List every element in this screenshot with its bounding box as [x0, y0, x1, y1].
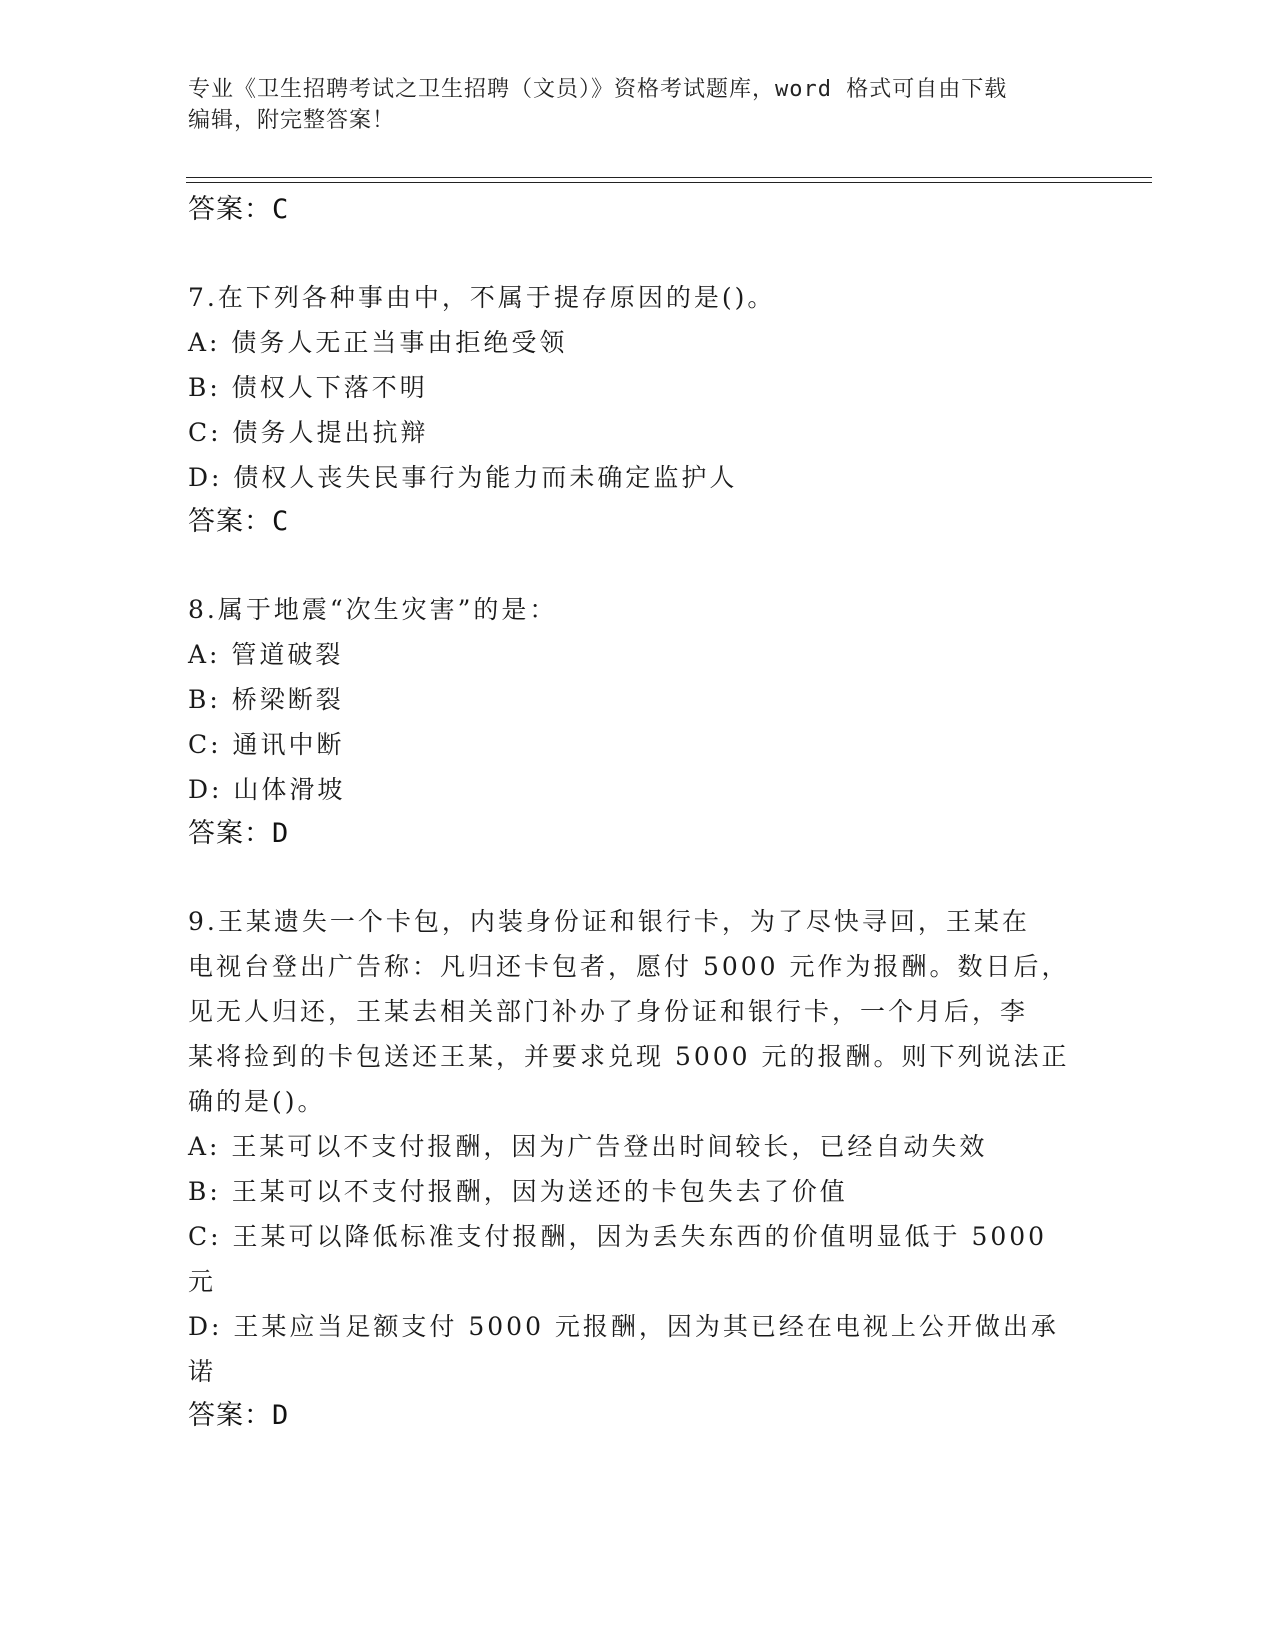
- option-c: C: 通讯中断: [188, 730, 345, 759]
- option-d: D: 山体滑坡: [188, 775, 346, 804]
- stem-line: 电视台登出广告称：凡归还卡包者，愿付 5000 元作为报酬。数日后，: [188, 952, 1070, 981]
- option-line: A: 王某可以不支付报酬，因为广告登出时间较长，已经自动失效: [188, 1132, 988, 1161]
- header-rule-bottom: [186, 182, 1152, 183]
- question-8: [188, 587, 1088, 856]
- header-line-1: 专业《卫生招聘考试之卫生招聘（文员）》资格考试题库，word 格式可自由下载: [188, 77, 1008, 102]
- option-a: A: 债务人无正当事由拒绝受领: [188, 328, 568, 357]
- answer: 答案：D: [188, 818, 290, 849]
- stem-line: 某将捡到的卡包送还王某，并要求兑现 5000 元的报酬。则下列说法正: [188, 1042, 1070, 1071]
- option-b: B: 桥梁断裂: [188, 685, 344, 714]
- question-stem: 8.属于地震“次生灾害”的是：: [188, 595, 558, 624]
- header-rule-top: [186, 177, 1152, 178]
- option-b: [188, 1169, 1088, 1214]
- header-line-2: 编辑，附完整答案！: [188, 108, 396, 133]
- stem-line: 9.王某遗失一个卡包，内装身份证和银行卡，为了尽快寻回，王某在: [188, 907, 1030, 936]
- previous-answer: 答案：C: [188, 194, 290, 225]
- option-a: A: 管道破裂: [188, 640, 344, 669]
- option-line: 诺: [188, 1357, 217, 1386]
- option-c: C: 债务人提出抗辩: [188, 418, 429, 447]
- spacer: [188, 856, 1088, 899]
- question-9: [188, 899, 1088, 1438]
- spacer: [188, 232, 1088, 275]
- option-line: 元: [188, 1267, 217, 1296]
- option-line: C: 王某可以降低标准支付报酬，因为丢失东西的价值明显低于 5000: [188, 1222, 1048, 1251]
- option-b: B: 债权人下落不明: [188, 373, 428, 402]
- question-list: [188, 188, 1088, 1438]
- stem-line: 见无人归还，王某去相关部门补办了身份证和银行卡，一个月后，李: [188, 997, 1029, 1026]
- option-c: [188, 1214, 1088, 1304]
- page-header: [188, 74, 1088, 136]
- option-a: [188, 1124, 1088, 1169]
- option-line: D: 王某应当足额支付 5000 元报酬，因为其已经在电视上公开做出承: [188, 1312, 1059, 1341]
- answer: 答案：D: [188, 1400, 290, 1431]
- option-d: D: 债权人丧失民事行为能力而未确定监护人: [188, 463, 738, 492]
- spacer: [188, 544, 1088, 587]
- question-stem: 7.在下列各种事由中，不属于提存原因的是()。: [188, 283, 776, 312]
- answer: 答案：C: [188, 506, 290, 537]
- option-d: [188, 1304, 1088, 1394]
- question-7: [188, 275, 1088, 544]
- question-stem: [188, 899, 1088, 1124]
- option-line: B: 王某可以不支付报酬，因为送还的卡包失去了价值: [188, 1177, 848, 1206]
- stem-line: 确的是()。: [188, 1087, 326, 1116]
